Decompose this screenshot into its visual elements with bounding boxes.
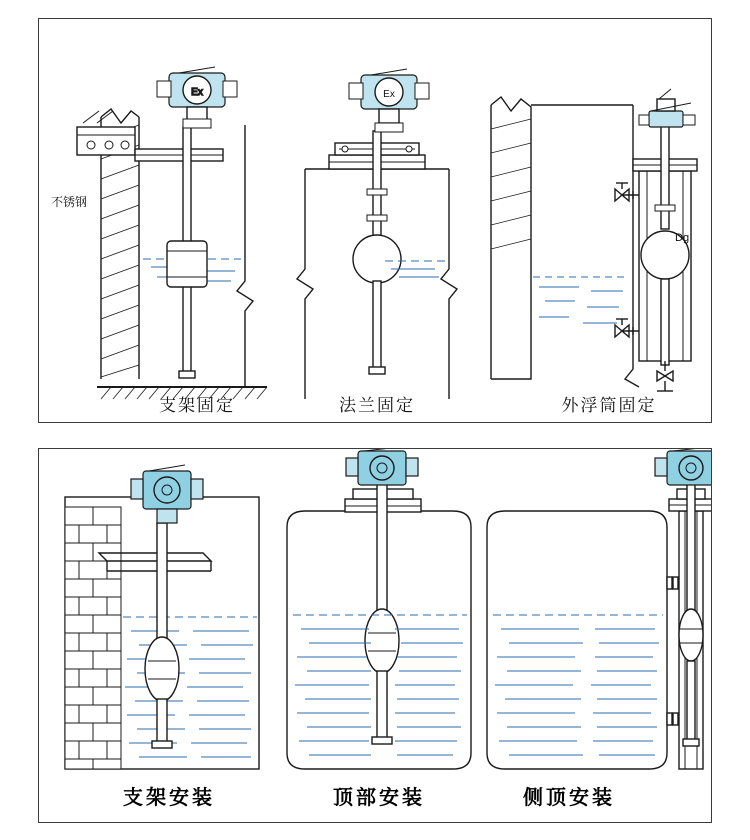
top-panel-drawing	[39, 19, 711, 422]
diagram-panel-bottom	[38, 448, 712, 823]
valve-lower	[615, 319, 639, 337]
transmitter-head-2	[349, 69, 429, 132]
caption-external-chamber-fixing: 外浮筒固定	[561, 396, 657, 415]
figure-top-install	[287, 449, 471, 769]
gauge-head-5	[346, 449, 418, 485]
caption-flange-fixing: 法兰固定	[339, 396, 415, 415]
svg-text:Ex: Ex	[383, 89, 395, 100]
diagram-panel-top	[38, 18, 712, 423]
figure-bracket-fixing	[77, 67, 267, 399]
label-dg: Dg	[675, 232, 690, 244]
valve-drain	[657, 361, 673, 391]
connection-lower	[667, 713, 679, 725]
transmitter-head-1	[157, 67, 237, 128]
bottom-panel-drawing	[39, 449, 711, 822]
caption-bracket-fixing: 支架固定	[159, 396, 235, 415]
label-stainless-steel: 不锈钢	[51, 195, 88, 209]
figure-bracket-install	[65, 465, 259, 769]
caption-bracket-install: 支架安装	[123, 787, 215, 809]
svg-text:Ex: Ex	[191, 87, 203, 98]
figure-side-top-install	[487, 449, 711, 769]
transmitter-head-3	[639, 89, 695, 127]
valve-upper	[615, 183, 639, 201]
connection-upper	[667, 577, 679, 589]
figure-flange-fixing	[297, 69, 457, 399]
gauge-head-6	[655, 449, 711, 485]
figure-external-chamber	[491, 89, 697, 391]
caption-top-install: 顶部安装	[333, 787, 425, 809]
caption-side-top-install: 侧顶安装	[523, 787, 615, 809]
